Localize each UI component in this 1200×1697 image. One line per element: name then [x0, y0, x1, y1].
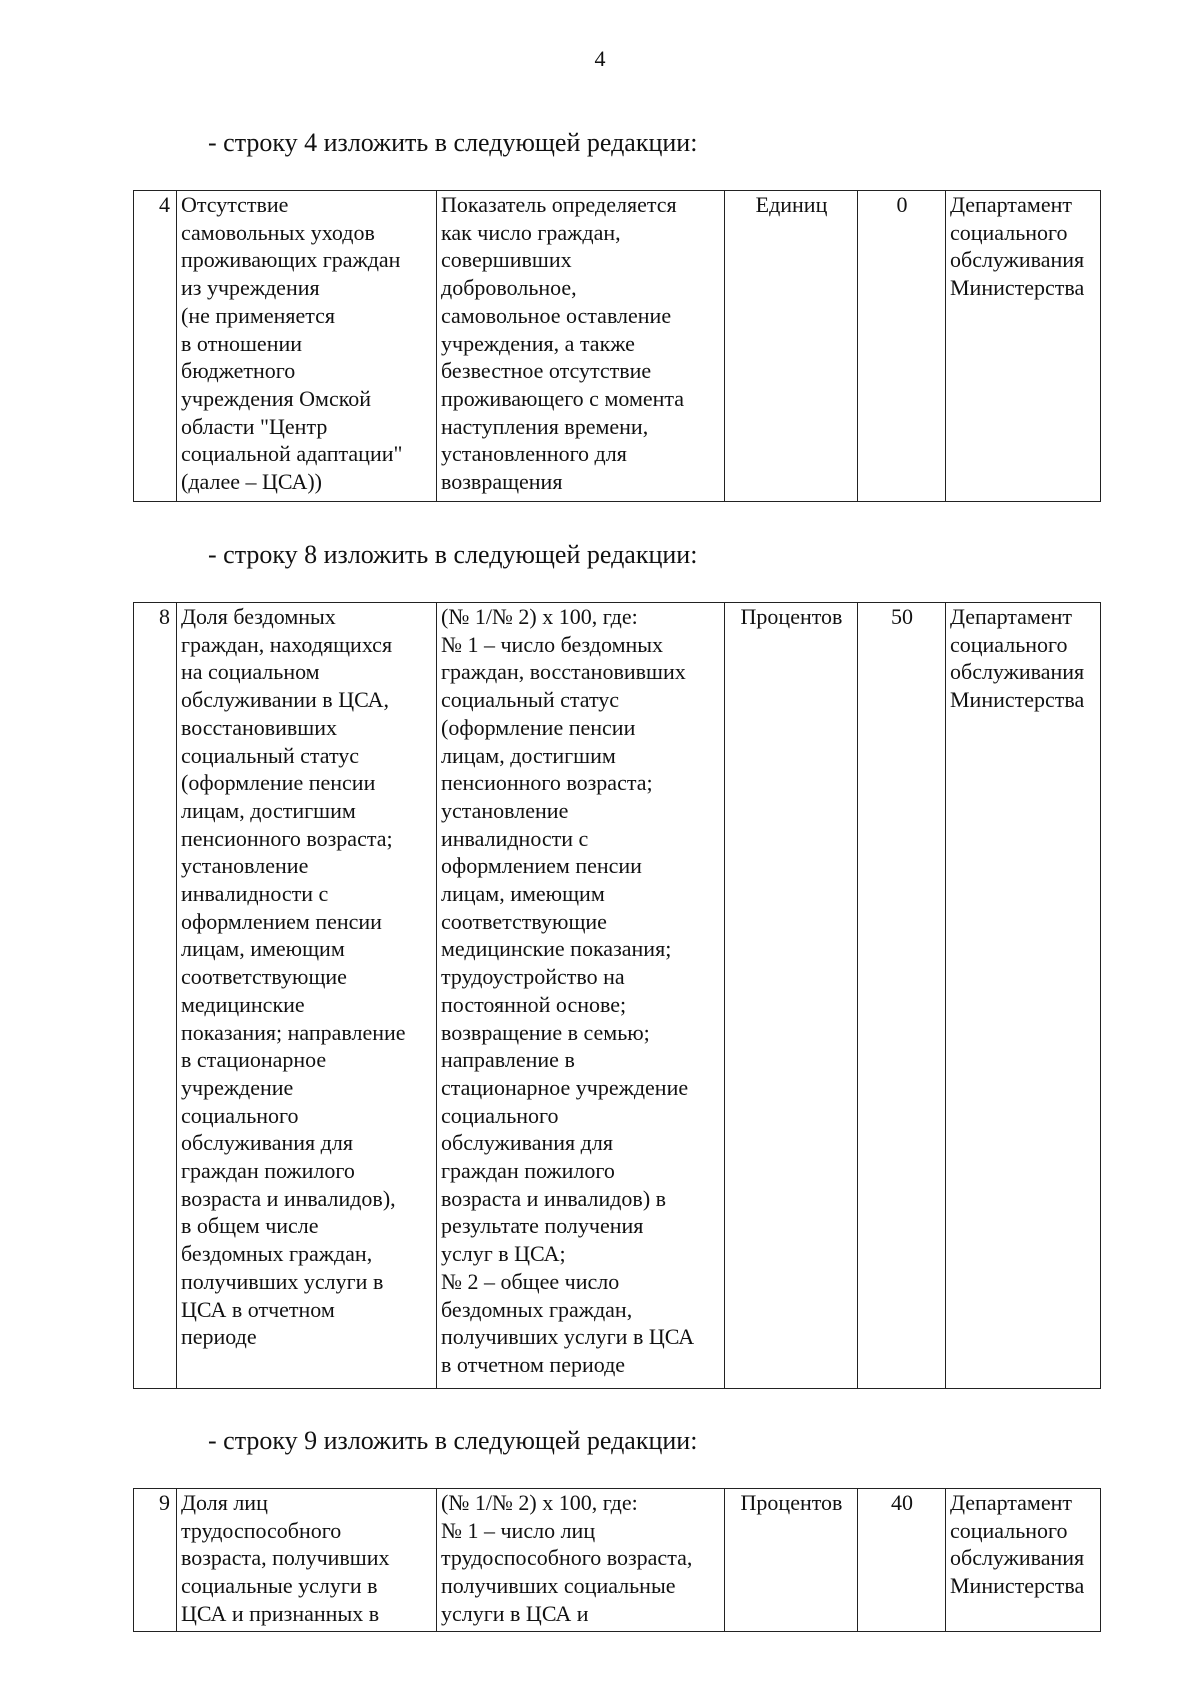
cell-unit: Процентов	[725, 1489, 858, 1632]
cell-indicator: Отсутствие самовольных уходов проживающих граждан из учреждения (не применяется в отношении бюджетного учреждения Омской области "Центр социальной адаптации" (далее – ЦСА))	[177, 191, 437, 502]
table-row	[134, 603, 1101, 1389]
cell-method: (№ 1/№ 2) х 100, где: № 1 – число лиц трудоспособного возраста, получивших социальные услуги в ЦСА и	[437, 1489, 725, 1632]
cell-department: Департамент социального обслуживания Министерства	[946, 603, 1101, 1389]
section-heading-row-8: - строку 8 изложить в следующей редакции:	[208, 540, 698, 569]
cell-method: (№ 1/№ 2) х 100, где: № 1 – число бездомных граждан, восстановивших социальный статус (оформление пенсии лицам, достигшим пенсионного возраста; установление инвалидности с оформлением пенсии лицам, имеющим соответствующие медицинские показания; трудоустройство на постоянной основе; возвращение в семью; направление в стационарное учреждение социального обслуживания для граждан пожилого возраста и инвалидов) в результате получения услуг в ЦСА; № 2 – общее число бездомных граждан, получивших услуги в ЦСА в отчетном периоде	[437, 603, 725, 1389]
section-heading-row-9: - строку 9 изложить в следующей редакции:	[208, 1426, 698, 1455]
table-row-9	[133, 1488, 1101, 1632]
table-row	[134, 1489, 1101, 1632]
cell-indicator: Доля лиц трудоспособного возраста, получивших социальные услуги в ЦСА и признанных в	[177, 1489, 437, 1632]
cell-row-number: 4	[134, 191, 177, 502]
cell-unit: Единиц	[725, 191, 858, 502]
cell-value: 40	[858, 1489, 946, 1632]
cell-value: 0	[858, 191, 946, 502]
table-row	[134, 191, 1101, 502]
table-row-8	[133, 602, 1101, 1389]
cell-row-number: 9	[134, 1489, 177, 1632]
page-number: 4	[594, 46, 606, 71]
cell-method: Показатель определяется как число граждан, совершивших добровольное, самовольное оставление учреждения, а также безвестное отсутствие проживающего с момента наступления времени, установленного для возвращения	[437, 191, 725, 502]
cell-value: 50	[858, 603, 946, 1389]
cell-department: Департамент социального обслуживания Министерства	[946, 191, 1101, 502]
cell-indicator: Доля бездомных граждан, находящихся на социальном обслуживании в ЦСА, восстановивших социальный статус (оформление пенсии лицам, достигшим пенсионного возраста; установление инвалидности с оформлением пенсии лицам, имеющим соответствующие медицинские показания; направление в стационарное учреждение социального обслуживания для граждан пожилого возраста и инвалидов), в общем числе бездомных граждан, получивших услуги в ЦСА в отчетном периоде	[177, 603, 437, 1389]
cell-department: Департамент социального обслуживания Министерства	[946, 1489, 1101, 1632]
cell-row-number: 8	[134, 603, 177, 1389]
table-row-4	[133, 190, 1101, 502]
cell-unit: Процентов	[725, 603, 858, 1389]
section-heading-row-4: - строку 4 изложить в следующей редакции:	[208, 128, 698, 157]
